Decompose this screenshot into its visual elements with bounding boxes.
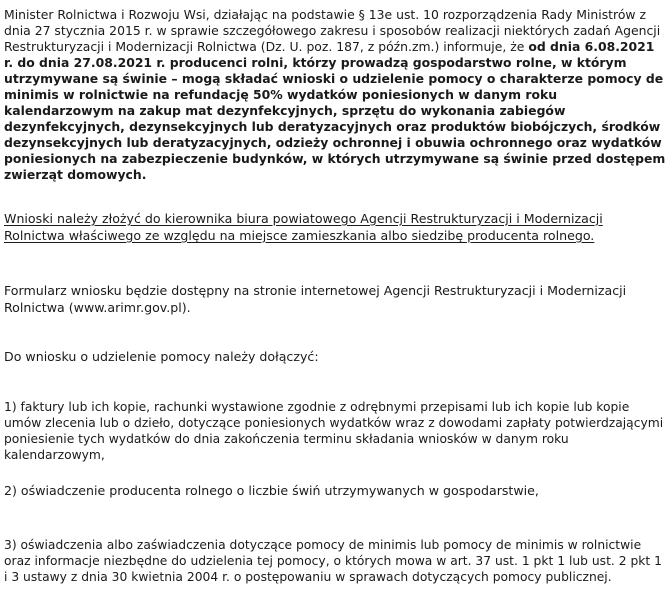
- attachment-item-1: 1) faktury lub ich kopie, rachunki wystawione zgodnie z odrębnymi przepisami lub ich kopie lub kopie umów zlecenia lub o dzieło, dotyczące poniesionych wydatków wraz z dowodami zapłaty potwierdzającymi poniesienie tych wydatków do dnia zakończenia terminu składania wniosków w danym roku kalendarzowym,: [4, 400, 664, 462]
- attachments-heading: Do wniosku o udzielenie pomocy należy dołączyć:: [4, 349, 319, 364]
- intro-paragraph: [4, 7, 666, 183]
- intro-text: Minister Rolnictwa i Rozwoju Wsi, działając na podstawie § 13e ust. 10 rozporządzenia Rady Ministrów z dnia 27 stycznia 2015 r. w sprawie szczegółowego zakresu i sposobów realizacji niektórych zadań Agencji Restrukturyzacji i Modernizacji Rolnictwa (Dz. U. poz. 187, z późn.zm.) informuje, że: [4, 7, 661, 54]
- form-availability-paragraph: Formularz wniosku będzie dostępny na stronie internetowej Agencji Restrukturyzacji i Modernizacji Rolnictwa (www.arimr.gov.pl).: [4, 283, 627, 315]
- submission-notice: [4, 210, 666, 244]
- submission-notice-text: Wnioski należy złożyć do kierownika biura powiatowego Agencji Restrukturyzacji i Modernizacji Rolnictwa właściwego ze względu na miejsce zamieszkania albo siedzibę producenta rolnego.: [4, 211, 603, 243]
- attachment-item-3: 3) oświadczenia albo zaświadczenia dotyczące pomocy de minimis lub pomocy de minimis w rolnictwie oraz informacje niezbędne do udzielenia tej pomocy, o których mowa w art. 37 ust. 1 pkt 1 lub ust. 2 pkt 1 i 3 ustawy z dnia 30 kwietnia 2004 r. o postępowaniu w sprawach dotyczących pomocy publicznej.: [4, 538, 662, 584]
- intro-bold-text: od dnia 6.08.2021 r. do dnia 27.08.2021 r. producenci rolni, którzy prowadzą gospodarstwo rolne, w którym utrzymywane są świnie – mogą składać wnioski o udzielenie pomocy o charakterze pomocy de minimis w rolnictwie na refundację 50% wydatków poniesionych w danym roku kalendarzowym na zakup mat dezynfekcyjnych, sprzętu do wykonania zabiegów dezynfekcyjnych, dezynsekcyjnych lub deratyzacyjnych oraz produktów biobójczych, środków dezynsekcyjnych lub deratyzacyjnych, odzieży ochronnej i obuwia ochronnego oraz wydatków poniesionych na zabezpieczenie budynków, w których utrzymywane są świnie przed dostępem zwierząt domowych.: [4, 39, 666, 182]
- attachment-item-2: 2) oświadczenie producenta rolnego o liczbie świń utrzymywanych w gospodarstwie,: [4, 483, 539, 498]
